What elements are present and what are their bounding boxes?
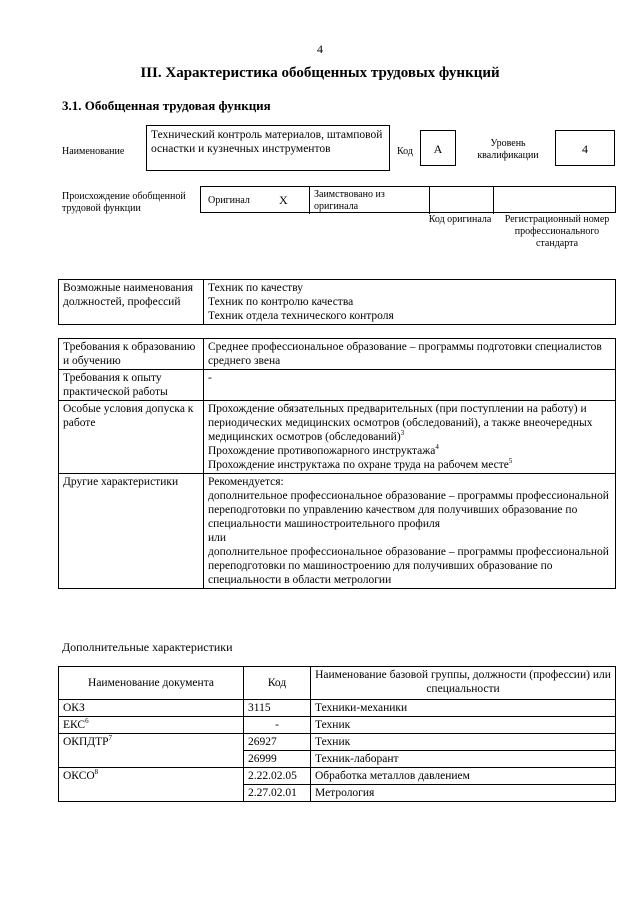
req-label: Требования к образованию и обучению xyxy=(59,339,204,370)
req-line: Прохождение инструктажа по охране труда на рабочем месте$^5$ xyxy=(208,457,513,471)
footnote: 6 xyxy=(85,717,89,726)
doc-cell: ОКПДТР$^7$ xyxy=(59,734,244,768)
footnote: 8 xyxy=(94,768,99,777)
original-mark: X xyxy=(279,193,288,207)
list-item: Техник отдела технического контроля xyxy=(208,310,394,322)
req-value: - xyxy=(204,370,616,401)
code-label: Код xyxy=(397,146,413,157)
section-title: III. Характеристика обобщенных трудовых функций xyxy=(140,65,500,81)
table-row xyxy=(59,717,616,734)
code-value: А xyxy=(420,130,456,166)
page-number: 4 xyxy=(317,42,323,56)
origin-label: Происхождение обобщенной трудовой функции xyxy=(62,191,186,214)
function-name-box xyxy=(146,125,390,171)
table-row xyxy=(59,401,616,474)
req-line: Прохождение обязательных предварительных (при поступлении на работу) и периодических медицинских осмотров (обследований), а также внеочередных медицинских осмотров (обследований)$^3$ xyxy=(208,403,593,443)
list-item: Техник по контролю качества xyxy=(208,296,354,308)
table-row xyxy=(59,700,616,717)
name-cell: Техник xyxy=(311,717,616,734)
table-row xyxy=(59,339,616,370)
subsection-title: 3.1. Обобщенная трудовая функция xyxy=(62,98,271,113)
header-code: Код xyxy=(244,667,311,700)
header-name: Наименование базовой группы, должности (профессии) или специальности xyxy=(311,667,616,700)
code-cell: 26999 xyxy=(244,751,311,768)
table-row xyxy=(59,667,616,700)
name-cell: Обработка металлов давлением xyxy=(311,768,616,785)
table-row xyxy=(59,280,616,325)
origin-box xyxy=(200,186,616,213)
req-value: Среднее профессиональное образование – программы подготовки специалистов среднего звена xyxy=(204,339,616,370)
req-label: Особые условия допуска к работе xyxy=(59,401,204,474)
level-label: Уровень квалификации xyxy=(477,138,539,161)
original-label: Оригинал xyxy=(208,195,250,206)
code-cell: 3115 xyxy=(244,700,311,717)
req-value xyxy=(204,401,616,474)
doc-cell: ОКСО$^8$ xyxy=(59,768,244,802)
req-line: дополнительное профессиональное образование – программы профессиональной переподготовки по управлению качеством для получивших образование по специальности машиностроительного профиля xyxy=(208,490,609,530)
borrowed-label: Заимствовано из оригинала xyxy=(314,189,385,212)
name-cell: Техник-лаборант xyxy=(311,751,616,768)
code-cell: - xyxy=(244,717,311,734)
code-cell: 2.27.02.01 xyxy=(244,785,311,802)
additional-table xyxy=(58,666,616,802)
req-line: или xyxy=(208,532,227,544)
footnote: 4 xyxy=(435,443,439,452)
code-caption: Код оригинала xyxy=(428,214,492,225)
reg-caption: Регистрационный номер профессионального стандарта xyxy=(504,214,610,249)
table-row xyxy=(59,474,616,589)
origin-divider xyxy=(429,187,430,214)
name-cell: Метрология xyxy=(311,785,616,802)
function-name-value: Технический контроль материалов, штамповой оснастки и кузнечных инструментов xyxy=(151,129,383,155)
additional-heading: Дополнительные характеристики xyxy=(62,640,233,654)
requirements-table xyxy=(58,338,616,589)
req-label: Требования к опыту практической работы xyxy=(59,370,204,401)
doc-cell: ЕКС$^6$ xyxy=(59,717,244,734)
req-line: дополнительное профессиональное образование – программы профессиональной переподготовки по машиностроению для получивших образование по специальности в области метрологии xyxy=(208,546,609,586)
footnote: 3 xyxy=(400,429,405,438)
name-cell: Техники-механики xyxy=(311,700,616,717)
level-value: 4 xyxy=(555,130,615,166)
table-row xyxy=(59,768,616,785)
req-line: Рекомендуется: xyxy=(208,476,284,488)
table-row xyxy=(59,734,616,751)
name-label: Наименование xyxy=(62,146,125,157)
req-value xyxy=(204,474,616,589)
name-cell: Техник xyxy=(311,734,616,751)
positions-list xyxy=(204,280,616,325)
list-item: Техник по качеству xyxy=(208,282,303,294)
footnote: 5 xyxy=(508,457,513,466)
header-doc: Наименование документа xyxy=(59,667,244,700)
req-line: Прохождение противопожарного инструктажа$^4$ xyxy=(208,443,439,457)
req-label: Другие характеристики xyxy=(59,474,204,589)
code-cell: 26927 xyxy=(244,734,311,751)
origin-divider xyxy=(493,187,494,214)
positions-table xyxy=(58,279,616,325)
doc-cell: ОКЗ xyxy=(59,700,244,717)
table-row xyxy=(59,370,616,401)
code-cell: 2.22.02.05 xyxy=(244,768,311,785)
origin-divider xyxy=(309,187,310,214)
footnote: 7 xyxy=(108,734,113,743)
positions-label: Возможные наименования должностей, профессий xyxy=(59,280,204,325)
